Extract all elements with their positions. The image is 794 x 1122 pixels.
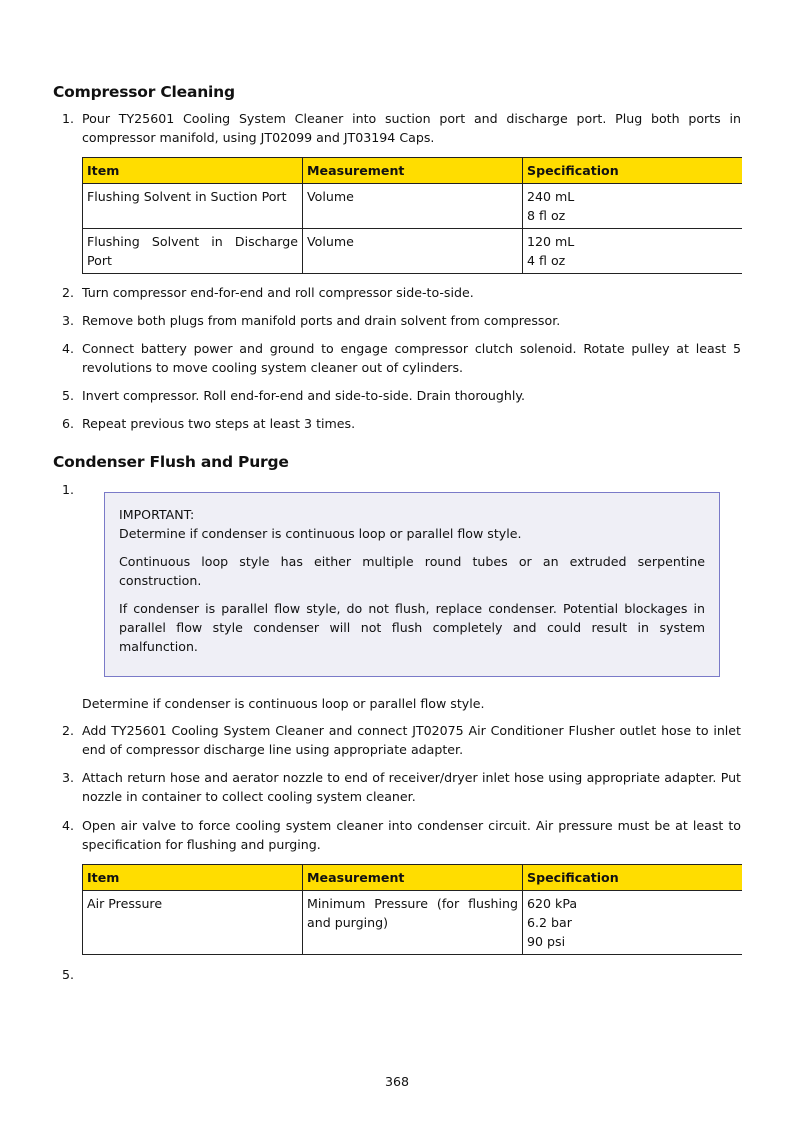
- table-header-row: [83, 158, 743, 184]
- spec-value: 240 mL: [527, 189, 575, 204]
- table-row: [83, 229, 743, 274]
- table-cell-measurement: Minimum Pressure (for flushing and purging): [303, 891, 523, 955]
- step-number: 1.: [62, 111, 75, 126]
- step-text: Turn compressor end-for-end and roll compressor side-to-side.: [82, 285, 474, 300]
- step-4: [62, 339, 741, 377]
- step-6: [62, 414, 741, 433]
- step-2: [62, 283, 741, 302]
- spec-value: 120 mL: [527, 234, 575, 249]
- important-paragraph: If condenser is parallel flow style, do not flush, replace condenser. Potential blockages in parallel flow style condenser will not flush completely and could result in system malfunction.: [119, 601, 705, 654]
- step-text: Pour TY25601 Cooling System Cleaner into suction port and discharge port. Plug both ports in compressor manifold, using JT02099 and JT03194 Caps.: [82, 111, 741, 145]
- step-number: 3.: [62, 770, 75, 785]
- step-1: [62, 109, 741, 147]
- step-text: Attach return hose and aerator nozzle to end of receiver/dryer inlet hose using appropriate adapter. Put nozzle in container to collect cooling system cleaner.: [82, 770, 741, 804]
- step-number: 3.: [62, 313, 75, 328]
- important-paragraph: Determine if condenser is continuous loop or parallel flow style.: [119, 526, 522, 541]
- step-2-condenser: [62, 721, 741, 759]
- step-4-condenser: [62, 816, 741, 854]
- important-notice: [104, 492, 720, 677]
- step-text: Repeat previous two steps at least 3 times.: [82, 416, 356, 431]
- step-number: 1.: [62, 482, 75, 497]
- page-number: 368: [384, 1074, 410, 1089]
- step-text: Invert compressor. Roll end-for-end and side-to-side. Drain thoroughly.: [82, 388, 526, 403]
- step-number: 4.: [62, 341, 75, 356]
- step-number: 5.: [62, 388, 75, 403]
- table-cell-specification: [523, 229, 743, 274]
- spec-value: 620 kPa: [527, 896, 578, 911]
- step-3: [62, 311, 741, 330]
- spec-value: 6.2 bar: [527, 915, 572, 930]
- step-text: Add TY25601 Cooling System Cleaner and connect JT02075 Air Conditioner Flusher outlet hose to inlet end of compressor discharge line using appropriate adapter.: [82, 723, 741, 757]
- table-cell-item: Flushing Solvent in Discharge Port: [83, 229, 303, 274]
- important-paragraph: Continuous loop style has either multiple round tubes or an extruded serpentine construction.: [119, 554, 705, 588]
- table-cell-measurement: Volume: [303, 184, 523, 229]
- spec-table-air-pressure: [82, 864, 742, 955]
- table-row: [83, 891, 743, 955]
- step-text: Connect battery power and ground to engage compressor clutch solenoid. Rotate pulley at least 5 revolutions to move cooling system cleaner out of cylinders.: [82, 341, 741, 375]
- spec-value: 90 psi: [527, 934, 566, 949]
- table-header-measurement: Measurement: [303, 158, 523, 184]
- step-number: 4.: [62, 818, 75, 833]
- table-row: [83, 184, 743, 229]
- table-header-item: Item: [83, 158, 303, 184]
- table-cell-specification: [523, 891, 743, 955]
- table-header-item: Item: [83, 865, 303, 891]
- table-header-specification: Specification: [523, 158, 743, 184]
- step-number: 5.: [62, 967, 75, 982]
- table-cell-specification: [523, 184, 743, 229]
- table-header-specification: Specification: [523, 865, 743, 891]
- spec-value: 4 fl oz: [527, 253, 566, 268]
- table-header-row: [83, 865, 743, 891]
- section-title-compressor-cleaning: Compressor Cleaning: [53, 83, 235, 101]
- table-cell-item: Flushing Solvent in Suction Port: [83, 184, 303, 229]
- important-label: IMPORTANT:: [119, 507, 195, 522]
- step-text: Open air valve to force cooling system cleaner into condenser circuit. Air pressure must be at least to specification for flushing and purging.: [82, 818, 741, 852]
- table-cell-item: Air Pressure: [83, 891, 303, 955]
- table-header-measurement: Measurement: [303, 865, 523, 891]
- step-number: 6.: [62, 416, 75, 431]
- spec-table-flushing-solvent: [82, 157, 742, 274]
- table-cell-measurement: Volume: [303, 229, 523, 274]
- step-number: 2.: [62, 723, 75, 738]
- step-number: 2.: [62, 285, 75, 300]
- step-1-text: Determine if condenser is continuous loop or parallel flow style.: [82, 696, 485, 711]
- section-title-condenser-flush: Condenser Flush and Purge: [53, 453, 289, 471]
- step-text: Remove both plugs from manifold ports and drain solvent from compressor.: [82, 313, 561, 328]
- step-5: [62, 386, 741, 405]
- step-3-condenser: [62, 768, 741, 806]
- spec-value: 8 fl oz: [527, 208, 566, 223]
